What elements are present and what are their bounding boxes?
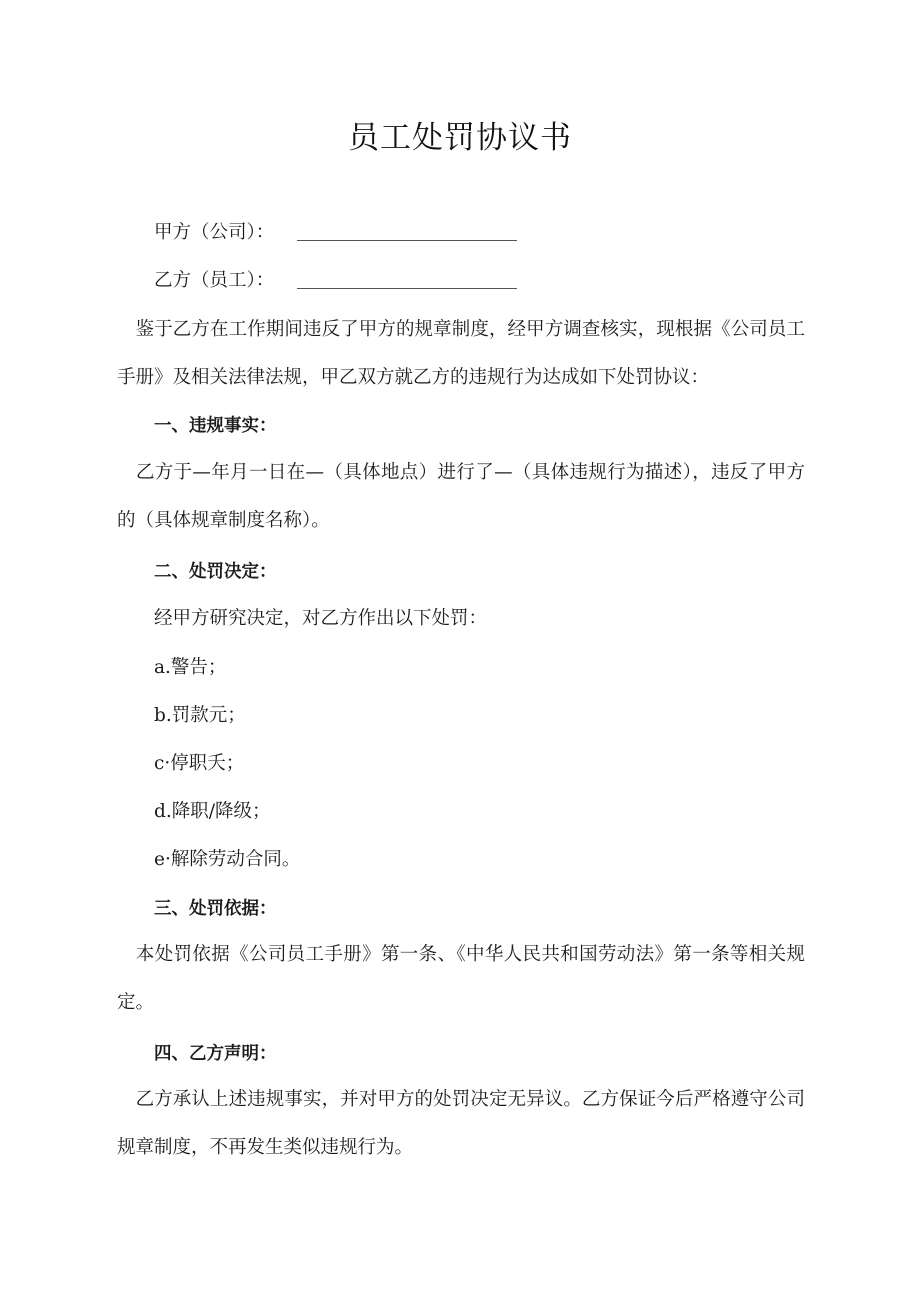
penalty-item-c: c·停职夭；	[154, 753, 245, 774]
party-a-blank[interactable]	[297, 240, 517, 241]
section-2-intro: 经甲方研究决定，对乙方作出以下处罚：	[154, 608, 488, 629]
party-a-label: 甲方（公司）：	[154, 222, 275, 243]
penalty-item-b: b.罚款元；	[154, 705, 246, 726]
party-b-label: 乙方（员工）：	[154, 270, 275, 291]
penalty-item-d: d.降职/降级；	[154, 801, 271, 822]
party-b-blank[interactable]	[297, 288, 517, 289]
intro-paragraph: 鉴于乙方在工作期间违反了甲方的规章制度，经甲方调查核实，现根据《公司员工手册》及相关法律法规，甲乙双方就乙方的违规行为达成如下处罚协议：	[117, 319, 805, 388]
section-2-heading: 二、处罚决定：	[154, 562, 277, 582]
document-title: 员工处罚协议书	[348, 120, 572, 156]
penalty-item-e: e·解除劳动合同。	[154, 849, 301, 870]
section-1-heading: 一、违规事实：	[154, 416, 277, 436]
penalty-item-a: a.警告；	[154, 657, 227, 678]
section-4-paragraph: 乙方承认上述违规事实，并对甲方的处罚决定无异议。乙方保证今后严格遵守公司规章制度，不再发生类似违规行为。	[117, 1089, 805, 1158]
section-3-heading: 三、处罚依据：	[154, 899, 277, 919]
section-3-paragraph: 本处罚依据《公司员工手册》第一条、《中华人民共和国劳动法》第一条等相关规定。	[117, 944, 805, 1013]
section-1-paragraph: 乙方于—年月一日在—（具体地点）进行了—（具体违规行为描述），违反了甲方的（具体规章制度名称）。	[117, 462, 805, 531]
section-4-heading: 四、乙方声明：	[154, 1044, 277, 1064]
